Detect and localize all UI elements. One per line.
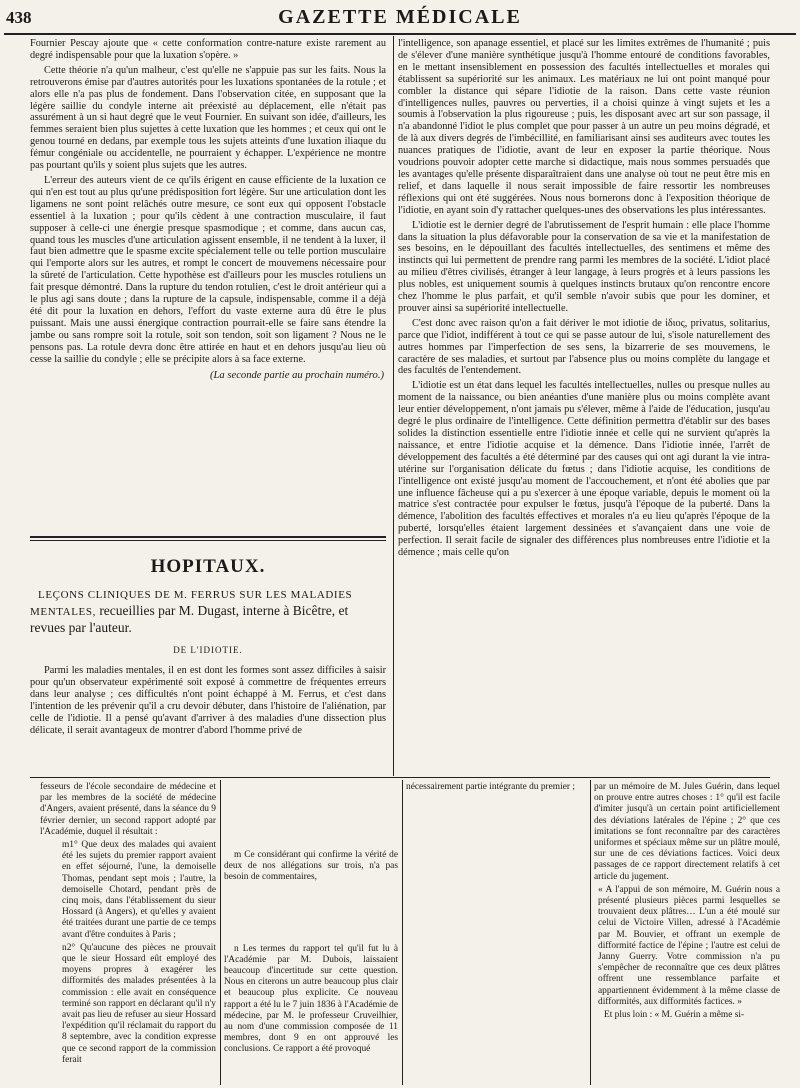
publication-title: GAZETTE MÉDICALE — [278, 6, 522, 28]
lower-paragraph: par un mémoire de M. Jules Guérin, dans lequel on prouve entre autres choses : 1° qu'il est facile d'imiter jusqu'à un certain point artificiellement des déviations latérales de l'épine ; 2° que ces imitations se font reconnaître par des caractères uniformes et spéciaux même sur un plâtre moulé, sur une de ces déviations factices. Voici deux passages de ce rapport directement relatifs à cet article du jugement. — [594, 782, 780, 882]
lower-divider — [590, 780, 591, 1085]
page-header — [0, 0, 800, 32]
hopitaux-section — [30, 556, 386, 655]
lower-paragraph: fesseurs de l'école secondaire de médecine et par les membres de la société de médecine d'Angers, avaient présenté, dans la séance du 9 février dernier, un second rapport adopté par l'Académie, duquel il résultait : — [40, 782, 216, 837]
hopitaux-body — [30, 665, 386, 771]
left-paragraph: Cette théorie n'a qu'un malheur, c'est qu'elle ne s'appuie pas sur les faits. Nous la retrouverons émise par d'autres autorités pour les luxations spontanées de la rotule ; et alors elle n'a pas plus de fondement. Dans l'observation citée, en supposant que la légère saillie du condyle interne ait préexisté au déplacement, elle n'était pas assurément à un si haut degré que le veut Fournier. En suivant son idée, d'ailleurs, les femmes seraient bien plus sujettes à cette luxation que les hommes ; et ceux qui ont le genou tourné en dedans, par exemple tous les sujets atteints d'une luxation iliaque du fémur congéniale ou accidentelle, ne pourraient y échapper. L'expérience ne montre pas pourtant qu'ils y soient plus sujets que les autres. — [30, 64, 386, 172]
right-paragraph: l'intelligence, son apanage essentiel, et placé sur les limites extrêmes de l'humanité ; puis de s'élever d'une manière synthétique jusqu'à l'homme entouré de conditions favorables, en le mettant insensiblement en possession des facultés intellectuelles et morales qui établissent sa supériorité sur les animaux. Les matériaux ne lui ont point manqué pour combler la distance qui sépare l'idiotie de la raison. Dans cette vaste réunion d'intelligences nulles, pauvres ou perverties, il a choisi quinze à vingt sujets et les a soumis à l'observation la plus rigoureuse ; puis, les disposant avec art sur son passage, il n'a abandonné l'idiot le plus complet que pour passer à un autre un peu moins dégradé, et de là aux divers degrés de l'imbécillité, en familiarisant ainsi ses auditeurs avec toutes les nuances pratiques de l'idiotie, avant de leur en exposer la partie théorique. Nous voudrions pouvoir adopter cette marche si didactique, mais nous sommes persuadés que les avantages qu'elle présente disparaîtraient dans une analyse où tout ne peut être mis en relief, et dans laquelle il nous serait impossible de faire ressortir les nombreuses réflexions qui ont été suggérées. Nous nous bornerons donc à l'exposition théorique de l'idiotie, en ayant soin d'y rattacher quelques-unes des observations les plus intéressantes. — [398, 38, 770, 216]
lower-paragraph: m1° Que deux des malades qui avaient été les sujets du premier rapport avaient en effet séjourné, l'une, la demoiselle Thomas, pendant sept mois ; l'autre, la demoiselle Chotard, pendant près de cinq mois, dans l'établissement du sieur Hossard (à Angers), et qu'elles y avaient été traitées durant une partie de ce temps avant d'être conduites à Paris ; — [62, 840, 216, 940]
lower-paragraph: m Ce considérant qui confirme la vérité de deux de nos allégations sur trois, n'a pas besoin de commentaires, — [224, 850, 398, 883]
page-number: 438 — [6, 8, 32, 27]
lower-divider — [402, 780, 403, 1085]
column-divider — [393, 36, 394, 776]
left-paragraph: L'erreur des auteurs vient de ce qu'ils érigent en cause efficiente de la luxation ce qui n'en est tout au plus qu'une prédisposition fort légère. Sur une articulation dont les ligamens ne sont point relâchés outre mesure, ce sont eux qui opposent l'obstacle essentiel à la luxation ; pour qu'ils cèdent à une contraction musculaire, il faut supposer à celle-ci une énergie presque spasmodique ; et comme, dans aucun cas, quand tous les muscles d'une articulation agissent ensemble, il ne tendent à la luxer, il faut bien admettre que le spasme excite spécialement telle ou telle portion musculaire qui l'emporte alors sur les autres, et rompt le concert de mouvemens nécessaire pour la sûreté de l'articulation. Cette hypothèse est d'ailleurs pour les muscles rotuliens un fait presque démontré. Dans la rupture du tendon rotulien, c'est le droit antérieur qui a le plus agi sans doute ; dans la rupture de la capsule, indispensable, comme il a déjà été dit pour la luxation en dehors, l'effort du vaste externe aura dû être le plus puissant. Mais une aussi énergique contraction pourrait-elle se faire sans étendre la jambe ou sans rompre soit la rotule, soit son tendon, soit son ligament ? Nous ne le pensons pas. La rotule devra donc être attirée en haut et en dehors jusqu'au lieu où cesse la saillie du condyle ; elle se précipite alors à sa face externe. — [30, 174, 386, 365]
subheading: DE L'IDIOTIE. — [173, 645, 243, 655]
left-paragraph: Fournier Pescay ajoute que « cette conformation contre-nature existe rarement au degré indispensable pour que la luxation s'opère. » — [30, 38, 386, 61]
lower-column-3 — [406, 782, 586, 842]
lower-column-4 — [594, 782, 780, 1082]
right-column — [398, 38, 770, 773]
section-heading: HOPITAUX. — [150, 556, 266, 577]
lower-column-1 — [40, 782, 216, 1082]
lower-paragraph: n2° Qu'aucune des pièces ne prouvait que le sieur Hossard eût employé des moyens propres à exagérer les difformités des malades présentées à la commission : elle avait en conséquence terminé son rapport en déclarant qu'il n'y avait pas lieu de refuser au sieur Hossard l'expédition qu'il réclamait du rapport du 8 septembre, avec la condition expresse que ce second rapport de la commission ferait — [62, 942, 216, 1065]
lecture-title-rest: recueillies par M. Dugast, interne à Bicêtre, et revues par l'auteur. — [30, 603, 349, 635]
lower-paragraph: n Les termes du rapport tel qu'il fut lu à l'Académie par M. Dubois, laissaient beaucoup d'incertitude sur cette question. Nous en citerons un autre beaucoup plus clair et beaucoup plus explicite. Ce nouveau rapport a été lu le 7 juin 1836 à l'Académie de médecine, par M. le professeur Cruveilhier, au nom d'une commission composée de 11 membres, dont 9 en ont approuvé les conclusions. Ce rapport a été provoqué — [224, 943, 398, 1055]
lower-paragraph: nécessairement partie intégrante du premier ; — [406, 782, 575, 792]
lower-divider — [220, 780, 221, 1085]
lower-column-2 — [224, 850, 398, 1082]
left-column — [30, 38, 386, 518]
header-rule — [4, 33, 796, 35]
right-paragraph: L'idiotie est le dernier degré de l'abrutissement de l'esprit humain : elle place l'homme dans la situation la plus défavorable pour la conservation de sa vie et la manifestation de ses besoins, en le dépouillant des facultés intellectuelles, des sentimens et même des instincts qui lui permettent de prendre rang parmi les membres de la société. L'idiot placé au milieu d'êtres civilisés, étranger à leur langage, à leurs progrès et à leurs passions les plus nobles, est uniquement soumis à quelques instincts brutaux qu'on rencontre encore chez l'homme le plus parfait, et qu'il semble n'avoir subis que pour les dominer, et prouver ainsi sa supériorité intellectuelle. — [398, 219, 770, 314]
section-paragraph: Parmi les maladies mentales, il en est dont les formes sont assez difficiles à saisir pour qu'un observateur expérimenté soit exposé à commettre de fréquentes erreurs dans leur analyse ; ces difficultés n'ont point échappé à M. Ferrus, et c'est dans l'intention de les prévenir qu'il a cru devoir débuter, dans l'histoire de l'aliénation, par celle de l'idiotie. Il a pensé qu'avant d'arriver à des maladies d'une dissection plus délicate, il serait avantageux de montrer d'abord l'homme privé de — [30, 665, 386, 736]
lower-quote: « A l'appui de son mémoire, M. Guérin nous a présenté plusieurs pièces parmi lesquelles se trouvaient deux plâtres… L'un a été moulé sur celui de Victoire Villen, adressé à l'Académie par M. Bouvier, et offrant un exemple de difformité factice de l'épine ; l'autre est celui de Janny Guerry. Votre commission n'a pu s'empêcher de reconnaître que ces deux plâtres offrent une ressemblance parfaite et appartiennent évidemment à la même classe de difformités, aux difformités factices. » — [598, 884, 780, 1007]
lecture-title-caps: LEÇONS CLINIQUES DE M. FERRUS SUR LES MALADIES MENTALES, — [30, 589, 353, 618]
continuation-note: (La seconde partie au prochain numéro.) — [210, 370, 384, 382]
section-rule-thin — [30, 540, 386, 541]
section-rule — [30, 536, 386, 538]
right-paragraph: C'est donc avec raison qu'on a fait dériver le mot idiotie de ἰδιος, privatus, solitarius, parce que l'idiot, indifférent à tout ce qui se passe autour de lui, s'isole naturellement des autres hommes par l'imperfection de ses sens, la bizarrerie de ses mouvemens, le caractère de ses maladies, et surtout par l'absence plus ou moins complète du langage et des facultés de l'entendement. — [398, 317, 770, 377]
lower-section-rule — [30, 777, 770, 778]
lecture-title — [30, 586, 386, 635]
right-paragraph: L'idiotie est un état dans lequel les facultés intellectuelles, nulles ou presque nulles au moment de la naissance, ou bien anéanties d'une manière plus ou moins complète avant leur entier développement, n'ont jamais pu s'élever, même à l'aide de l'éducation, jusqu'au degré le plus ordinaire de l'intelligence. Cette définition permettra d'établir sur des bases solides la distinction essentielle entre l'idiotie innée et celle qui ne survient qu'après la naissance, et entre l'idiotie acquise et la démence. Dans l'idiotie innée, l'arrêt de développement des facultés a été déterminé par des causes qui ont agi durant la vie intra-utérine sur l'organisation délicate du fœtus ; dans l'idiotie acquise, les conditions de l'intelligence ont existé jusqu'au moment de l'accouchement, et n'ont été abolies que par une influence fâcheuse qui a pu s'exercer à une époque variable, depuis le moment où la matrice s'est contractée pour expulser le fœtus, jusqu'à l'époque de la puberté. Dans la démence, l'abolition des facultés effectives et morales n'a eu lieu qu'après l'époque de la puberté, lorsqu'elles étaient largement dessinées et s'avançaient dans une voie de perfection. Il serait facile de signaler des différences plus nombreuses entre l'idiotie et la démence ; mais celle qu'on — [398, 380, 770, 559]
lower-paragraph: Et plus loin : « M. Guérin a même si- — [604, 1010, 745, 1021]
